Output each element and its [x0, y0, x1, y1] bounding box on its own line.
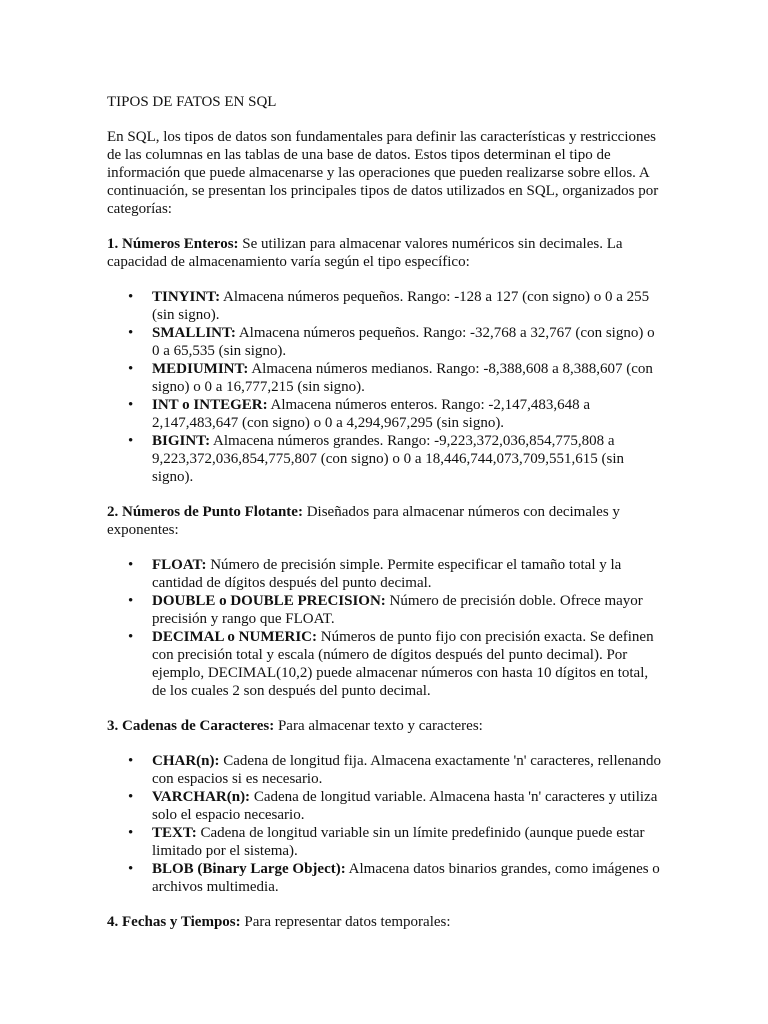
- section-paragraph: [107, 503, 663, 539]
- item-description: Números de punto fijo con precisión exacta. Se definen con precisión total y escala (número de dígitos después del punto decimal). Por ejemplo, DECIMAL(10,2) puede almacenar números con hasta 10 dígitos en total, de los cuales 2 son después del punto decimal.: [152, 629, 654, 699]
- section-heading: 4. Fechas y Tiempos:: [107, 914, 241, 930]
- list-item: [128, 860, 663, 896]
- item-description: Número de precisión simple. Permite especificar el tamaño total y la cantidad de dígitos después del punto decimal.: [152, 557, 622, 591]
- item-term: BIGINT:: [152, 433, 211, 449]
- section-heading: 1. Números Enteros:: [107, 236, 239, 252]
- item-description: Almacena números medianos. Rango: -8,388,608 a 8,388,607 (con signo) o 0 a 16,777,215 (sin signo).: [152, 361, 653, 395]
- bullet-icon: •: [128, 397, 134, 413]
- item-term: FLOAT:: [152, 557, 207, 573]
- section-paragraph: [107, 717, 663, 735]
- bullet-list: [107, 752, 663, 896]
- item-term: DECIMAL o NUMERIC:: [152, 629, 317, 645]
- bullet-list: [107, 556, 663, 700]
- list-item: [128, 360, 663, 396]
- section-heading: 2. Números de Punto Flotante:: [107, 504, 303, 520]
- item-term: DOUBLE o DOUBLE PRECISION:: [152, 593, 386, 609]
- bullet-icon: •: [128, 753, 134, 769]
- list-item: [128, 628, 663, 700]
- item-term: INT o INTEGER:: [152, 397, 268, 413]
- section-heading: 3. Cadenas de Caracteres:: [107, 718, 275, 734]
- item-term: SMALLINT:: [152, 325, 236, 341]
- list-item: [128, 324, 663, 360]
- bullet-icon: •: [128, 861, 134, 877]
- section-paragraph: [107, 235, 663, 271]
- list-item: [128, 824, 663, 860]
- bullet-icon: •: [128, 557, 134, 573]
- bullet-icon: •: [128, 593, 134, 609]
- document-title: TIPOS DE FATOS EN SQL: [107, 94, 277, 110]
- list-item: [128, 592, 663, 628]
- item-description: Almacena números grandes. Rango: -9,223,372,036,854,775,808 a 9,223,372,036,854,775,807 (con signo) o 0 a 18,446,744,073,709,551,615 (sin signo).: [152, 433, 625, 485]
- item-term: TINYINT:: [152, 289, 221, 305]
- section-text: Para representar datos temporales:: [240, 914, 451, 930]
- bullet-icon: •: [128, 325, 134, 341]
- item-term: TEXT:: [152, 825, 197, 841]
- item-description: Número de precisión doble. Ofrece mayor precisión y rango que FLOAT.: [152, 593, 643, 627]
- section-text: Diseñados para almacenar números con decimales y exponentes:: [107, 504, 620, 538]
- bullet-list: [107, 288, 663, 486]
- item-description: Almacena números pequeños. Rango: -32,768 a 32,767 (con signo) o 0 a 65,535 (sin signo).: [152, 325, 655, 359]
- item-term: BLOB (Binary Large Object):: [152, 861, 346, 877]
- item-description: Cadena de longitud variable. Almacena hasta 'n' caracteres y utiliza solo el espacio necesario.: [152, 789, 658, 823]
- list-item: [128, 432, 663, 486]
- item-term: CHAR(n):: [152, 753, 220, 769]
- list-item: [128, 788, 663, 824]
- bullet-icon: •: [128, 433, 134, 449]
- item-term: VARCHAR(n):: [152, 789, 251, 805]
- item-description: Almacena números enteros. Rango: -2,147,483,648 a 2,147,483,647 (con signo) o 0 a 4,294,967,295 (sin signo).: [152, 397, 591, 431]
- item-description: Almacena números pequeños. Rango: -128 a 127 (con signo) o 0 a 255 (sin signo).: [152, 289, 650, 323]
- bullet-icon: •: [128, 789, 134, 805]
- section-text: Se utilizan para almacenar valores numéricos sin decimales. La capacidad de almacenamiento varía según el tipo específico:: [107, 236, 623, 270]
- list-item: [128, 288, 663, 324]
- bullet-icon: •: [128, 825, 134, 841]
- document-page: [107, 93, 663, 948]
- section-paragraph: [107, 913, 663, 931]
- section-text: Para almacenar texto y caracteres:: [274, 718, 483, 734]
- bullet-icon: •: [128, 289, 134, 305]
- bullet-icon: •: [128, 361, 134, 377]
- list-item: [128, 396, 663, 432]
- intro-paragraph: En SQL, los tipos de datos son fundamentales para definir las características y restricciones de las columnas en las tablas de una base de datos. Estos tipos determinan el tipo de información que puede almacenarse y las operaciones que pueden realizarse sobre ellos. A continuación, se presentan los principales tipos de datos utilizados en SQL, organizados por categorías:: [107, 129, 659, 217]
- bullet-icon: •: [128, 629, 134, 645]
- list-item: [128, 556, 663, 592]
- item-description: Almacena datos binarios grandes, como imágenes o archivos multimedia.: [152, 861, 660, 895]
- list-item: [128, 752, 663, 788]
- item-description: Cadena de longitud fija. Almacena exactamente 'n' caracteres, rellenando con espacios si es necesario.: [152, 753, 661, 787]
- item-description: Cadena de longitud variable sin un límite predefinido (aunque puede estar limitado por el sistema).: [152, 825, 645, 859]
- item-term: MEDIUMINT:: [152, 361, 249, 377]
